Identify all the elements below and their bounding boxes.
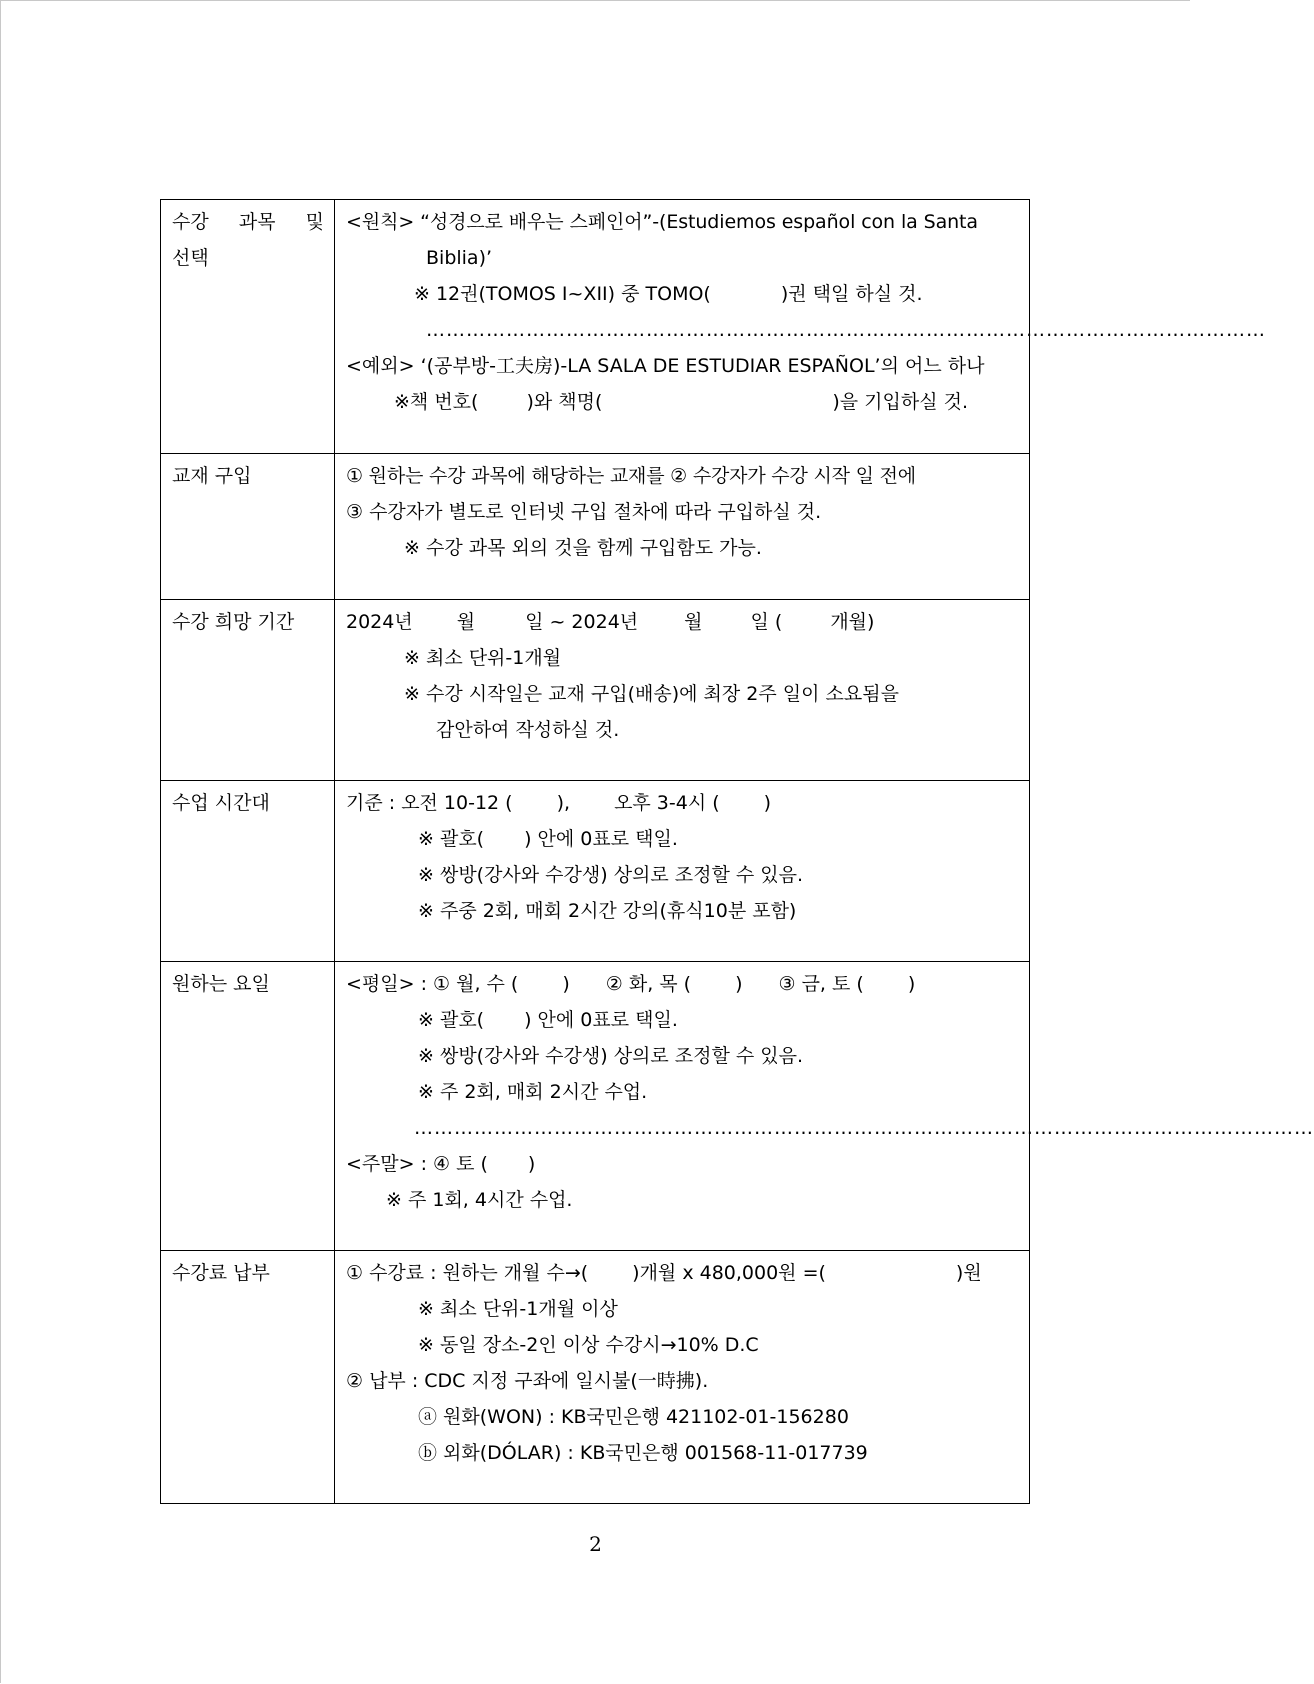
content-cell-desired-days	[335, 962, 1314, 1251]
days-note: ※ 쌍방(강사와 수강생) 상의로 조정할 수 있음.	[418, 1045, 804, 1067]
purchase-note: ※ 수강 과목 외의 것을 함께 구입함도 가능.	[404, 537, 762, 559]
row-textbook-purchase	[161, 454, 1030, 600]
label-word: 선택	[172, 247, 209, 269]
content-cell-textbook-purchase	[335, 454, 1030, 600]
period-text: 월	[456, 611, 476, 633]
time-note	[346, 821, 1019, 857]
label-word: 과목	[238, 211, 276, 233]
fee-note: ※ 최소 단위-1개월 이상	[418, 1298, 618, 1320]
book-text: ※책 번호(	[394, 391, 479, 413]
period-text: 월	[684, 611, 703, 633]
label-word: 수강	[172, 211, 209, 233]
time-text: 오후 3-4시 (	[614, 792, 720, 814]
period-text: 일 (	[750, 611, 783, 633]
content-cell-course-selection	[335, 200, 1266, 454]
row-label: 원하는 요일	[172, 973, 270, 995]
label-cell-textbook-purchase	[161, 454, 335, 600]
content-cell-fee-payment	[335, 1251, 1030, 1504]
label-cell-desired-days	[161, 962, 335, 1251]
time-line	[346, 785, 1019, 821]
fee-line	[346, 1255, 1019, 1291]
row-label: 수업 시간대	[172, 792, 270, 814]
page-number: 2	[589, 1532, 602, 1556]
period-line	[346, 604, 1019, 640]
row-label: 교재 구입	[172, 465, 252, 487]
fee-text: ① 수강료 : 원하는 개월 수→(	[346, 1262, 589, 1284]
book-info-line	[346, 384, 1019, 420]
period-text: 일 ~ 2024년	[525, 611, 639, 633]
weekday-text: )	[735, 973, 743, 995]
purchase-line: ③ 수강자가 별도로 인터넷 구입 절차에 따라 구입하실 것.	[346, 501, 822, 523]
dotted-separator: ………………………………………………………………………………………………………………	[426, 319, 1266, 341]
tomo-text-end: )권 택일 하실 것.	[780, 283, 923, 305]
time-text: )	[763, 792, 772, 814]
weekday-text: ③ 금, 토 (	[778, 973, 864, 995]
weekday-text: )	[562, 973, 570, 995]
row-class-time	[161, 781, 1030, 962]
dotted-separator: ………………………………………………………………………………………………………………………	[414, 1117, 1314, 1139]
purchase-line: ① 원하는 수강 과목에 해당하는 교재를 ② 수강자가 수강 시작 일 전에	[346, 465, 916, 487]
label-cell-fee-payment	[161, 1251, 335, 1504]
weekday-text: <평일> : ① 월, 수 (	[346, 973, 519, 995]
bank-account-won: ⓐ 원화(WON) : KB국민은행 421102-01-156280	[418, 1406, 849, 1428]
principle-line-cont: Biblia)’	[426, 247, 493, 269]
weekend-text: <주말> : ④ 토 (	[346, 1153, 488, 1175]
time-note: ※ 주중 2회, 매회 2시간 강의(휴식10분 포함)	[418, 900, 797, 922]
tomo-text: ※ 12권(TOMOS I~XII) 중 TOMO(	[414, 283, 711, 305]
row-label: 수강료 납부	[172, 1262, 270, 1284]
fee-note: ※ 동일 장소-2인 이상 수강시→10% D.C	[418, 1334, 759, 1356]
period-text: 2024년	[346, 611, 413, 633]
days-note-text: ) 안에 0표로 택일.	[524, 1009, 678, 1031]
time-note-text: ※ 괄호(	[418, 828, 485, 850]
row-course-selection	[161, 200, 1030, 454]
fee-text: )개월 x 480,000원 =(	[632, 1262, 826, 1284]
period-text: 개월)	[830, 611, 875, 633]
exception-line: <예외> ‘(공부방-工夫房)-LA SALA DE ESTUDIAR ESPAÑOL’의 어느 하나	[346, 355, 985, 377]
content-cell-class-time	[335, 781, 1030, 962]
row-desired-period	[161, 600, 1030, 781]
content-cell-desired-period	[335, 600, 1030, 781]
row-desired-days	[161, 962, 1030, 1251]
book-text-end: )을 기입하실 것.	[832, 391, 969, 413]
row-fee-payment	[161, 1251, 1030, 1504]
book-text: )와 책명(	[526, 391, 603, 413]
fee-text: )원	[955, 1262, 982, 1284]
principle-line: <원칙> “성경으로 배우는 스페인어”-(Estudiemos español con la Santa	[346, 211, 978, 233]
time-text: 기준 : 오전 10-12 (	[346, 792, 513, 814]
label-cell-course-selection	[161, 200, 335, 454]
label-word: 및	[305, 211, 324, 233]
time-text: ),	[556, 792, 571, 814]
period-note-cont: 감안하여 작성하실 것.	[436, 719, 620, 741]
time-note: ※ 쌍방(강사와 수강생) 상의로 조정할 수 있음.	[418, 864, 804, 886]
weekday-line	[346, 966, 1019, 1002]
period-note: ※ 최소 단위-1개월	[404, 647, 562, 669]
payment-line: ② 납부 : CDC 지정 구좌에 일시불(一時拂).	[346, 1370, 709, 1392]
period-note: ※ 수강 시작일은 교재 구입(배송)에 최장 2주 일이 소요됨을	[404, 683, 899, 705]
weekend-line	[346, 1146, 1019, 1182]
days-note: ※ 주 2회, 매회 2시간 수업.	[418, 1081, 648, 1103]
days-note	[346, 1002, 1019, 1038]
row-label: 수강 희망 기간	[172, 611, 295, 633]
tomo-select-line	[346, 276, 1019, 312]
bank-account-dolar: ⓑ 외화(DÓLAR) : KB국민은행 001568-11-017739	[418, 1442, 868, 1464]
course-form-table	[160, 199, 1314, 1504]
weekend-text: )	[527, 1153, 536, 1175]
weekday-text: ② 화, 목 (	[605, 973, 692, 995]
days-note-text: ※ 괄호(	[418, 1009, 485, 1031]
time-note-text: ) 안에 0표로 택일.	[524, 828, 678, 850]
weekday-text: )	[907, 973, 916, 995]
label-cell-desired-period	[161, 600, 335, 781]
weekend-note: ※ 주 1회, 4시간 수업.	[386, 1189, 573, 1211]
label-cell-class-time	[161, 781, 335, 962]
